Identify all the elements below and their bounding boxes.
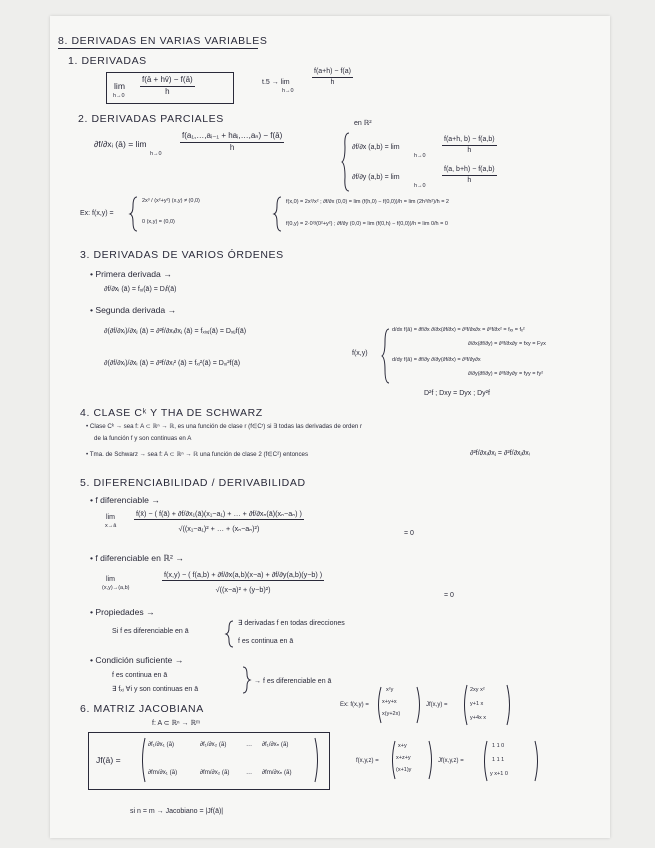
jac-ex2-row: 1 1 0 <box>492 743 505 749</box>
clase-def-line2: de la función f y son continuas en A <box>94 435 192 442</box>
jac-ex2-entry: x+z+y <box>396 755 411 761</box>
diferenciable-r2-fraction: $\frac{f(x,y) - ( f(a,b) + \partial f/\partial x(a,b)(x-a) + \partial f/\partial y(a,b)(y-b) )}{\text{√((x−a)² + (y−b)²)}}$ <box>164 570 323 594</box>
derivada-alt-lim: t.5 → lim <box>262 79 290 86</box>
r2-label: en ℝ² <box>354 120 372 127</box>
f-xy-label: f(x,y) <box>352 350 368 357</box>
jacobian-entry: ∂fm/∂x₁ (ā) <box>148 769 178 776</box>
equals-zero: = 0 <box>444 592 454 599</box>
lim-text: lim <box>106 576 115 583</box>
ejemplo-case2: 0 (x,y) = (0,0) <box>142 219 175 225</box>
clase-def-line1: • Clase Cᵏ → sea f: A ⊂ ℝⁿ → ℝ, es una función de clase r (f∈Cʳ) si ∃ todas las derivadas de orden r <box>86 423 363 430</box>
jac-ex1-row: y+1 x <box>470 701 484 707</box>
jac-ex2-row: 1 1 1 <box>492 757 505 763</box>
propiedad-2: f es continua en ā <box>238 638 294 645</box>
ejemplo-r2: f(0,y) = 2·0³/(0²+y²) ; ∂f/∂y (0,0) = lim (f(0,h) − f(0,0))/h = lim 0/h = 0 <box>286 221 448 227</box>
jac-ex1-entry: x²y <box>386 687 394 693</box>
jacobian-entry: ∂f₁/∂xₙ (ā) <box>262 741 289 748</box>
jac-ex1-entry: x(y+2x) <box>382 711 401 717</box>
ejemplo-label: Ex: f(x,y) = <box>80 210 114 217</box>
paren-right-icon <box>416 686 422 724</box>
paren-left-icon <box>140 737 146 783</box>
partial-x-sub: h→0 <box>414 153 426 159</box>
jacobiana-map: f: A ⊂ ℝⁿ → ℝᵐ <box>152 720 201 727</box>
brace-icon <box>342 132 350 192</box>
mixed-row2: ∂/∂x(∂f/∂y) = ∂²f/∂x∂y = fxy = Fyx <box>468 341 546 347</box>
heading-jacobiana: 6. MATRIZ JACOBIANA <box>80 703 204 715</box>
brace-icon <box>130 196 138 232</box>
jf-label: Jf(ā) = <box>96 755 121 765</box>
chapter-heading: 8. DERIVADAS EN VARIAS VARIABLES <box>58 35 268 47</box>
heading-clase: 4. CLASE Cᵏ Y THA DE SCHWARZ <box>80 407 263 419</box>
jac-ex1-row: y+4x x <box>470 715 487 721</box>
d2f-notation: D²f ; Dxy = Dyx ; Dy²f <box>424 390 490 397</box>
brace-icon <box>274 196 282 232</box>
paren-right-icon <box>428 740 434 780</box>
lim-text: lim <box>106 514 115 521</box>
paren-left-icon <box>462 684 468 726</box>
propiedades-lhs: Si f es diferenciable en ā <box>112 628 189 635</box>
parcial-lhs: ∂f/∂xᵢ (ā) = lim <box>94 139 147 149</box>
f-diferenciable-r2-label: • f diferenciable en ℝ² → <box>90 553 184 563</box>
ejemplo-r1: f(x,0) = 2x³/x² ; ∂f/∂x (0,0) = lim (f(h,0) − f(0,0))/h = lim (2h³/h²)/h = 2 <box>286 199 449 205</box>
brace-icon <box>382 328 390 384</box>
propiedades-label: • Propiedades → <box>90 607 155 617</box>
paren-right-icon <box>506 684 512 726</box>
mixed-row1: d/dx f(ā) = ∂f/∂x ∂/∂x(∂f/∂x) = ∂²f/∂x∂x = ∂²f/∂x² = fₓₓ = fₓ² <box>392 327 525 333</box>
partial-y-fraction: $\frac{f(a, b+h) - f(a,b)}{h}$ <box>444 166 495 184</box>
parcial-lhs-sub: h→0 <box>150 151 162 157</box>
jacobian-dots: … <box>246 741 253 748</box>
primera-derivada-eq: ∂f/∂xᵢ (ā) = fₓᵢ(ā) = Dᵢf(ā) <box>104 286 177 293</box>
heading-parciales: 2. DERIVADAS PARCIALES <box>78 113 224 125</box>
condicion-2: ∃ fₓᵢ ∀i y son continuas en ā <box>112 686 199 693</box>
jac-ex1-jf: Jf(x,y) = <box>426 702 448 708</box>
segunda-derivada-label: • Segunda derivada → <box>90 305 177 315</box>
lim-sub: h→0 <box>113 93 125 99</box>
jac-ex1-entry: x+y+x <box>382 699 397 705</box>
jac-ex2-jf: Jf(x,y,z) = <box>438 758 464 764</box>
segunda-derivada-eq1: ∂(∂f/∂xᵢ)/∂xⱼ (ā) = ∂²f/∂xᵢ∂xⱼ (ā) = fₓᵢₓⱼ(ā) = Dₓᵢⱼf(ā) <box>104 328 247 335</box>
schwarz-eq: ∂²f/∂xᵢ∂xⱼ = ∂²f/∂xⱼ∂xᵢ <box>470 450 530 457</box>
mixed-row4: ∂/∂y(∂f/∂y) = ∂²f/∂y∂y = fyy = fy² <box>468 371 544 377</box>
partial-x-fraction: $\frac{f(a+h, b) - f(a,b)}{h}$ <box>444 136 495 154</box>
condicion-1: f es continua en ā <box>112 672 168 679</box>
heading-diferenciabilidad: 5. DIFERENCIABILIDAD / DERIVABILIDAD <box>80 477 306 489</box>
jacobian-dots: … <box>246 769 253 776</box>
jac-ex2-entry: x+y <box>398 743 407 749</box>
paren-right-icon <box>314 737 320 783</box>
lim-sub: (x,y)→(a,b) <box>102 585 130 591</box>
jac-ex1-label: Ex: f(x,y) = <box>340 702 369 708</box>
paren-left-icon <box>482 740 488 782</box>
primera-derivada-label: • Primera derivada → <box>90 269 172 279</box>
paren-right-icon <box>534 740 540 782</box>
mixed-row3: d/dy f(ā) = ∂f/∂y ∂/∂y(∂f/∂x) = ∂²f/∂y∂x <box>392 357 481 363</box>
partial-y-sub: h→0 <box>414 183 426 189</box>
condicion-suficiente-label: • Condición suficiente → <box>90 655 184 665</box>
brace-icon <box>226 620 234 648</box>
brace-icon <box>242 666 250 694</box>
derivada-alt-fraction: $\frac{f(a+h) - f(a)}{h}$ <box>314 68 351 86</box>
jac-ex2-entry: (x+1)y <box>396 767 412 773</box>
equals-zero: = 0 <box>404 530 414 537</box>
lim-sub: x→ā <box>105 523 117 529</box>
partial-y-lhs: ∂f/∂y (a,b) = lim <box>352 174 400 181</box>
schwarz-text: • Tma. de Schwarz → sea f: A ⊂ ℝⁿ → ℝ una función de clase 2 (f∈C²) entonces <box>86 451 309 458</box>
notebook-page <box>50 16 610 838</box>
heading-derivadas: 1. DERIVADAS <box>68 55 147 67</box>
ejemplo-case1: 2x³ / (x²+y²) (x,y) ≠ (0,0) <box>142 198 200 204</box>
jacobian-entry: ∂fm/∂x₂ (ā) <box>200 769 230 776</box>
jacobian-entry: ∂f₁/∂x₁ (ā) <box>148 741 175 748</box>
jacobian-entry: ∂f₁/∂x₂ (ā) <box>200 741 227 748</box>
condicion-rhs: → f es diferenciable en ā <box>254 678 332 685</box>
jac-ex2-row: y x+1 0 <box>490 771 508 777</box>
jacobian-entry: ∂fm/∂xₙ (ā) <box>262 769 292 776</box>
parcial-fraction: f(a₁,…,aᵢ₋₁ + haᵢ,…,aₙ) − f(ā) h <box>182 131 283 152</box>
propiedad-1: ∃ derivadas f en todas direcciones <box>238 620 345 627</box>
partial-x-lhs: ∂f/∂x (a,b) = lim <box>352 144 400 151</box>
jacobiano-determinant: si n = m → Jacobiano = |Jf(ā)| <box>130 808 224 815</box>
heading-ordenes: 3. DERIVADAS DE VARIOS ÓRDENES <box>80 249 284 261</box>
derivada-alt-sub: h→0 <box>282 88 294 94</box>
derivada-fraction: $\frac{f(ā + hv̄) - f(ā)}{h}$ <box>142 75 193 96</box>
lim-text: lim <box>114 81 125 91</box>
jac-ex1-row: 2xy x² <box>470 687 485 693</box>
f-diferenciable-label: • f diferenciable → <box>90 495 160 505</box>
jac-ex2-label: f(x,y,z) = <box>356 758 379 764</box>
diferenciable-fraction: $\frac{\text{f(x̄) − ( f(ā) + ∂f/∂x₁(ā)(x₁−a₁) + … + ∂f/∂xₙ(ā)(xₙ−aₙ) )}}{\text{√((x₁−a₁)² + … + (xₙ−aₙ)²)}}$ <box>136 509 302 533</box>
segunda-derivada-eq2: ∂(∂f/∂xᵢ)/∂xᵢ (ā) = ∂²f/∂xᵢ² (ā) = fₓᵢ²(ā) = Dₓᵢ²f(ā) <box>104 360 241 367</box>
